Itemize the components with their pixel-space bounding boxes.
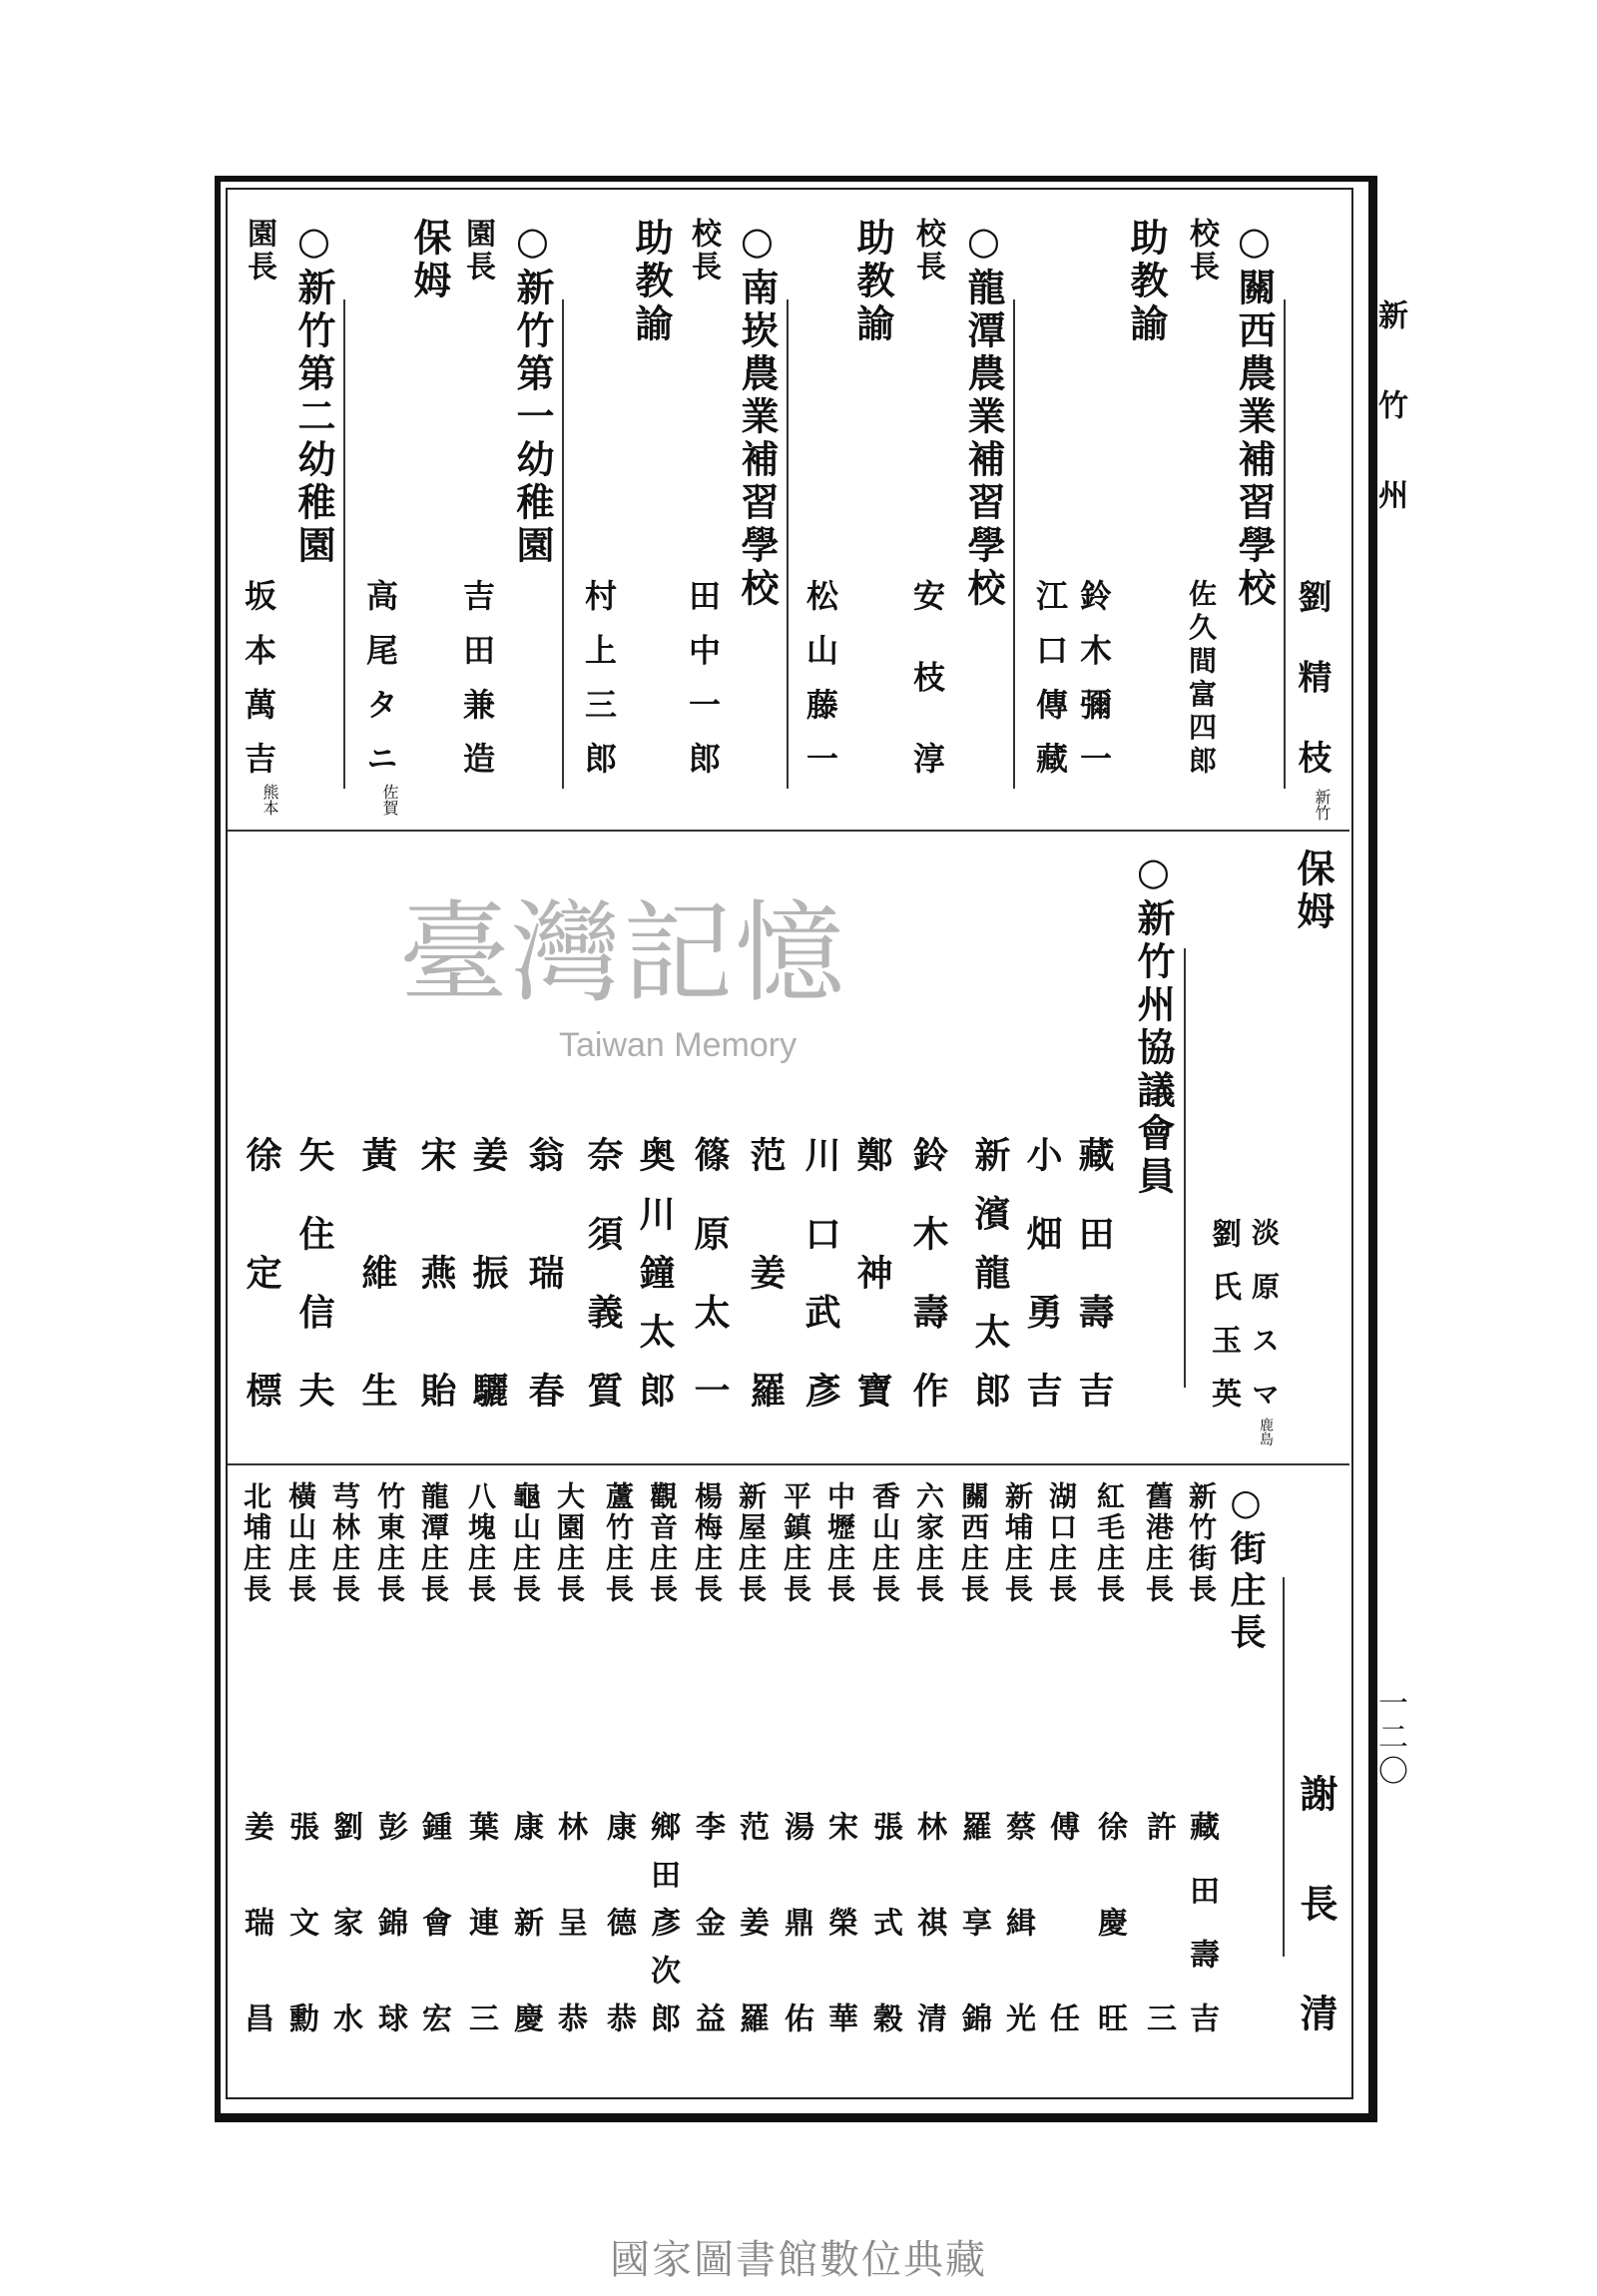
running-head: 新竹州	[1372, 299, 1407, 569]
role-label: 校長	[910, 218, 945, 284]
person-name: 李金益	[690, 1811, 725, 2032]
role-label: 助教諭	[850, 218, 895, 346]
council-member: 宋燕貽	[415, 1136, 457, 1408]
person-name: 羅享錦	[956, 1811, 991, 2032]
school-title: ○龍潭農業補習學校	[961, 218, 1006, 611]
council-member: 鄭神寶	[851, 1136, 893, 1408]
person-name: 吉田兼造	[458, 579, 496, 774]
person-name: 江口傳藏	[1031, 579, 1069, 774]
role-label: 園長	[242, 218, 276, 284]
origin-note: 佐賀	[380, 784, 399, 816]
council-member: 姜振驪	[467, 1136, 509, 1408]
origin-note: 新竹	[1313, 789, 1331, 821]
person-name: 坂本萬吉	[240, 579, 277, 774]
person-name: 藏田壽吉	[1184, 1811, 1219, 2032]
person-name: 張式穀	[867, 1811, 902, 2032]
person-name: 鈴木彌一	[1075, 579, 1113, 774]
origin-note: 熊本	[261, 784, 279, 816]
office-title: 芎林庄長	[328, 1481, 361, 1605]
person-name: 湯鼎佑	[779, 1811, 813, 2032]
section-divider	[228, 1463, 1349, 1465]
watermark-logo: 臺灣記憶	[399, 889, 846, 1017]
person-name: 蔡緝光	[1000, 1811, 1035, 2032]
person-name: 張文勳	[283, 1811, 318, 2032]
vertical-rule	[562, 299, 564, 789]
council-member: 黃維生	[356, 1136, 398, 1408]
office-title: 觀音庄長	[646, 1481, 679, 1605]
vertical-rule	[787, 299, 789, 789]
council-member: 徐定標	[241, 1136, 282, 1408]
person-name: 劉家水	[327, 1811, 362, 2032]
council-title: ○新竹州協議會員	[1131, 849, 1176, 1199]
section-title: ○街庄長	[1225, 1481, 1267, 1655]
person-name: 田中一郎	[684, 579, 722, 774]
vertical-rule	[1283, 1577, 1285, 1957]
person-name: 傅任	[1044, 1811, 1079, 2032]
section-divider	[228, 830, 1349, 832]
page-number: 一二〇	[1372, 1687, 1407, 1789]
person-name: 劉精枝	[1292, 579, 1331, 774]
council-member: 鈴木壽作	[907, 1136, 949, 1408]
school-title: ○關西農業補習學校	[1232, 218, 1277, 611]
person-name: 安枝淳	[908, 579, 946, 774]
office-title: 竹東庄長	[373, 1481, 406, 1605]
person-name: 康新慶	[508, 1811, 543, 2032]
person-name: 松山藤一	[801, 579, 839, 774]
person-name: 葉連三	[463, 1811, 498, 2032]
school-title: ○新竹第一幼稚園	[510, 218, 555, 568]
person-name: 徐慶旺	[1092, 1811, 1127, 2032]
office-title: 龜山庄長	[509, 1481, 542, 1605]
office-title: 大園庄長	[553, 1481, 586, 1605]
person-name: 村上三郎	[580, 579, 618, 774]
office-title: 新屋庄長	[735, 1481, 768, 1605]
office-title: 平鎮庄長	[780, 1481, 812, 1605]
office-title: 八塊庄長	[464, 1481, 497, 1605]
role-label: 保姆	[407, 218, 452, 303]
office-title: 紅毛庄長	[1093, 1481, 1126, 1605]
role-label: 助教諭	[1124, 218, 1169, 346]
person-name: 范姜羅	[734, 1811, 769, 2032]
person-name: 淡原スマ	[1248, 1218, 1281, 1408]
origin-note: 鹿島	[1258, 1418, 1274, 1445]
council-member: 藏田壽吉	[1073, 1136, 1115, 1408]
role-label: 保姆	[1291, 849, 1335, 934]
role-label: 校長	[1184, 218, 1219, 284]
school-title: ○南崁農業補習學校	[735, 218, 780, 611]
office-title: 中壢庄長	[823, 1481, 856, 1605]
person-name: 劉氏玉英	[1206, 1218, 1241, 1408]
vertical-rule	[1284, 299, 1286, 789]
role-label: 校長	[686, 218, 721, 284]
vertical-rule	[1013, 299, 1015, 789]
council-member: 小畑勇吉	[1021, 1136, 1063, 1408]
watermark-logo-en: Taiwan Memory	[559, 1026, 798, 1064]
office-title: 關西庄長	[957, 1481, 990, 1605]
office-title: 北埔庄長	[240, 1481, 272, 1605]
council-member: 奥川鐘太郎	[634, 1136, 676, 1408]
council-member: 川口武彥	[799, 1136, 841, 1408]
office-title: 舊港庄長	[1142, 1481, 1175, 1605]
vertical-rule	[343, 299, 345, 789]
person-name: 佐久間富四郎	[1185, 579, 1218, 774]
council-member: 奈須義質	[582, 1136, 624, 1408]
role-label: 園長	[460, 218, 495, 284]
person-name: 鄉田彥次郎	[645, 1811, 680, 2032]
person-name: 姜瑞昌	[239, 1811, 273, 2032]
council-member: 翁瑞春	[523, 1136, 565, 1408]
vertical-rule	[1184, 948, 1186, 1388]
office-title: 新竹街長	[1185, 1481, 1218, 1605]
person-name: 許三	[1141, 1811, 1176, 2032]
council-member: 范姜羅	[745, 1136, 787, 1408]
office-title: 蘆竹庄長	[602, 1481, 635, 1605]
person-name: 林祺清	[911, 1811, 946, 2032]
person-name: 鍾會宏	[416, 1811, 451, 2032]
office-title: 六家庄長	[912, 1481, 945, 1605]
office-title: 龍潭庄長	[417, 1481, 450, 1605]
office-title: 橫山庄長	[284, 1481, 317, 1605]
role-label: 助教諭	[629, 218, 674, 346]
person-name: 林呈恭	[552, 1811, 587, 2032]
office-title: 湖口庄長	[1045, 1481, 1078, 1605]
office-title: 香山庄長	[868, 1481, 901, 1605]
council-member: 篠原太一	[689, 1136, 731, 1408]
person-name: 高尾タニ	[361, 579, 399, 774]
footer-credit: 國家圖書館數位典藏	[610, 2237, 987, 2283]
school-title: ○新竹第二幼稚園	[291, 218, 336, 568]
person-name: 彭錦球	[372, 1811, 407, 2032]
office-title: 楊梅庄長	[691, 1481, 724, 1605]
office-title: 新埔庄長	[1001, 1481, 1034, 1605]
council-member: 新濱龍太郎	[969, 1136, 1011, 1408]
council-member: 矢住信夫	[293, 1136, 335, 1408]
person-name: 宋榮華	[822, 1811, 857, 2032]
person-name: 謝長清	[1294, 1774, 1338, 2031]
person-name: 康德恭	[601, 1811, 636, 2032]
